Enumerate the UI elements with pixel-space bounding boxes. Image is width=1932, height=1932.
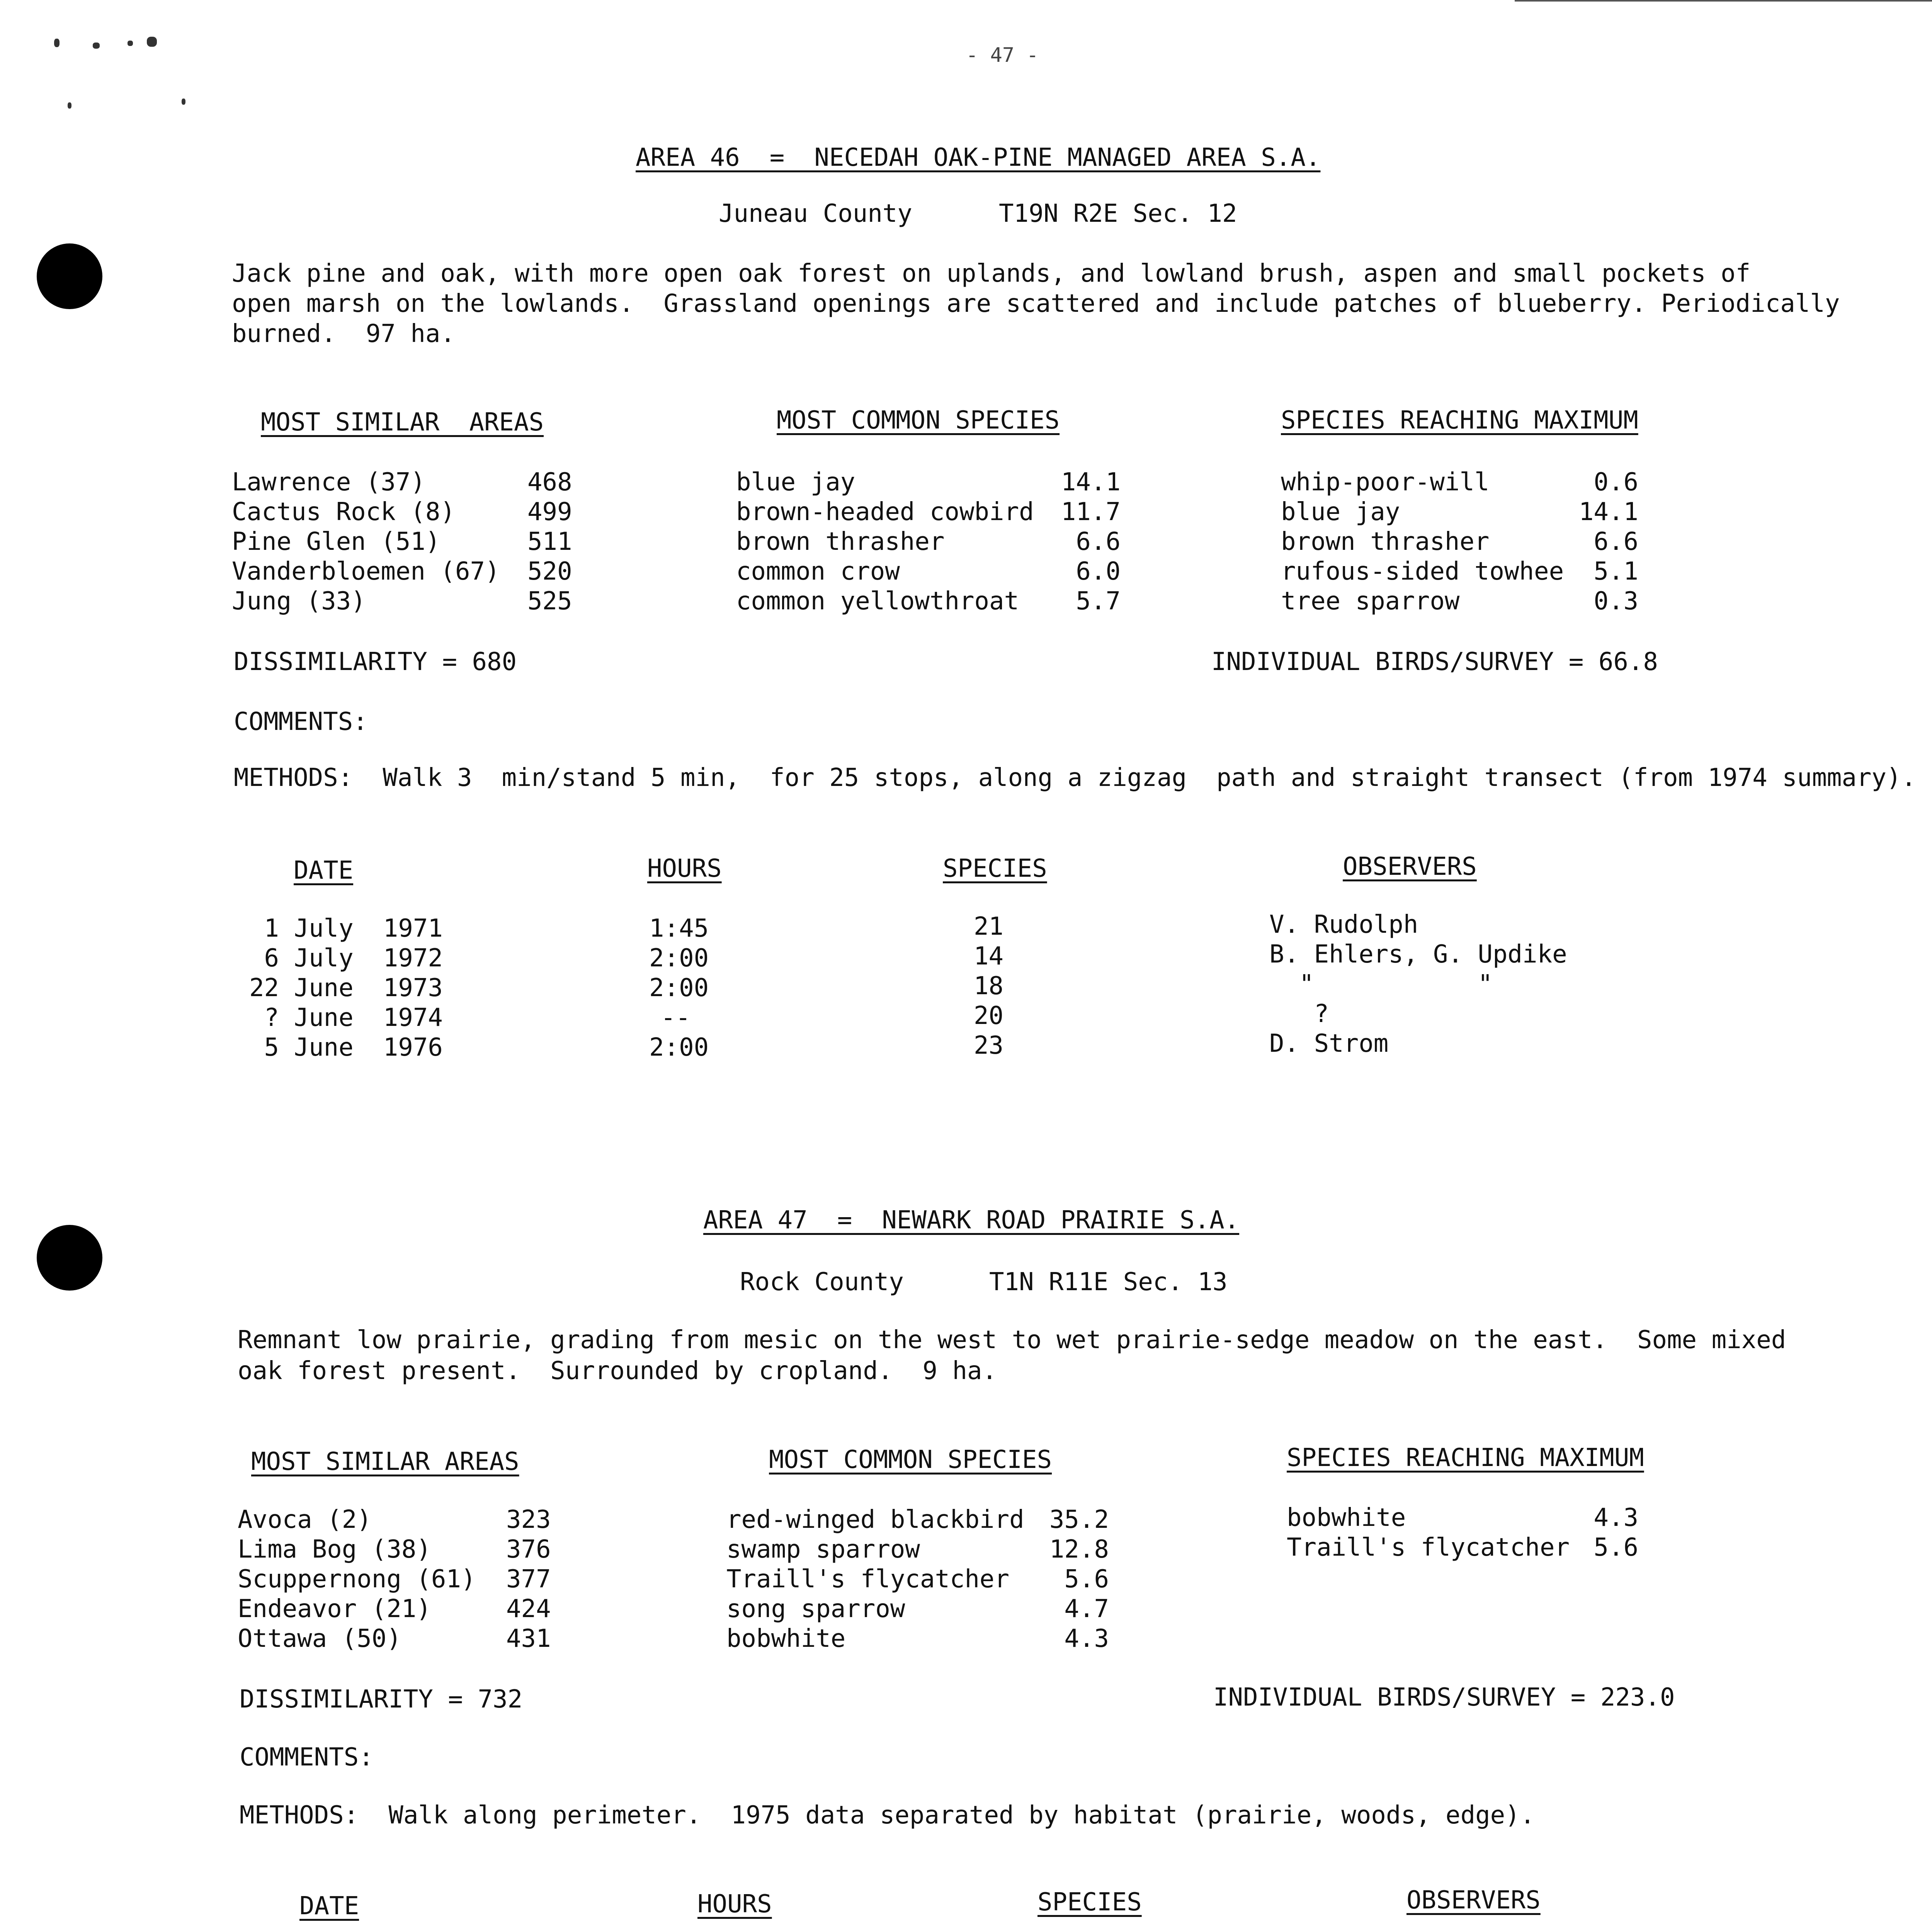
max-species-name: blue jay (1281, 498, 1400, 526)
area-46-methods: METHODS: Walk 3 min/stand 5 min, for 25 stops, along a zigzag path and straight transect (from 1974 summary). (234, 764, 1917, 792)
common-species-name: song sparrow (726, 1595, 905, 1623)
area-46-maximum-heading: SPECIES REACHING MAXIMUM (1281, 406, 1638, 435)
area-47-title: AREA 47 = NEWARK ROAD PRAIRIE S.A. (703, 1206, 1240, 1235)
area-46-observers-heading: OBSERVERS (1343, 852, 1477, 881)
scan-edge-line (1515, 0, 1932, 2)
scan-speck (128, 41, 133, 46)
area-46-hours-heading: HOURS (647, 854, 722, 883)
similar-area-value: 499 (527, 498, 572, 526)
survey-date: ? June 1974 (249, 1003, 443, 1032)
common-species-value: 5.7 (1076, 587, 1121, 616)
common-species-value: 4.7 (1064, 1595, 1109, 1623)
area-47-species-heading: SPECIES (1037, 1888, 1142, 1917)
similar-area-name: Jung (33) (232, 587, 366, 616)
area-47-maximum-heading: SPECIES REACHING MAXIMUM (1287, 1444, 1644, 1472)
survey-date: 5 June 1976 (249, 1033, 443, 1062)
survey-hours: 1:45 (649, 914, 709, 943)
area-47-county: Rock County (740, 1268, 904, 1296)
common-species-name: blue jay (736, 468, 855, 497)
similar-area-value: 376 (506, 1535, 551, 1564)
area-46-date-heading: DATE (294, 856, 354, 885)
common-species-value: 6.6 (1076, 527, 1121, 556)
area-46-title: AREA 46 = NECEDAH OAK-PINE MANAGED AREA S.A. (636, 143, 1321, 172)
max-species-value: 0.6 (1594, 468, 1638, 497)
scan-speck (54, 39, 60, 47)
similar-area-name: Avoca (2) (238, 1505, 372, 1534)
area-47-similar-heading: MOST SIMILAR AREAS (251, 1447, 519, 1476)
area-46-common-heading: MOST COMMON SPECIES (777, 406, 1060, 435)
similar-area-value: 323 (506, 1505, 551, 1534)
common-species-value: 14.1 (1061, 468, 1121, 497)
survey-species: 18 (974, 972, 1004, 1000)
area-47-individual-birds: INDIVIDUAL BIRDS/SURVEY = 223.0 (1213, 1683, 1675, 1712)
max-species-name: brown thrasher (1281, 527, 1490, 556)
area-46-individual-birds: INDIVIDUAL BIRDS/SURVEY = 66.8 (1211, 648, 1658, 676)
max-species-name: bobwhite (1287, 1503, 1406, 1532)
survey-species: 20 (974, 1002, 1004, 1030)
common-species-name: common crow (736, 557, 900, 586)
max-species-value: 0.3 (1594, 587, 1638, 616)
survey-species: 21 (974, 912, 1004, 941)
common-species-name: red-winged blackbird (726, 1505, 1024, 1534)
survey-observers: ? (1269, 1000, 1329, 1028)
area-47-description-line: oak forest present. Surrounded by cropland. 9 ha. (238, 1357, 997, 1385)
survey-date: 6 July 1972 (249, 944, 443, 973)
area-46-comments: COMMENTS: (234, 707, 368, 736)
max-species-name: tree sparrow (1281, 587, 1460, 616)
scan-speck (182, 99, 185, 105)
similar-area-name: Lawrence (37) (232, 468, 425, 497)
scan-speck (93, 43, 100, 49)
survey-hours: 2:00 (649, 974, 709, 1002)
survey-hours: 2:00 (649, 1033, 709, 1062)
area-47-comments: COMMENTS: (240, 1743, 374, 1772)
common-species-value: 5.6 (1064, 1565, 1109, 1594)
binder-hole-top (37, 243, 102, 309)
survey-hours: 2:00 (649, 944, 709, 973)
max-species-value: 5.6 (1594, 1533, 1638, 1562)
area-46-description-line: Jack pine and oak, with more open oak forest on uplands, and lowland brush, aspen and small pockets of (232, 259, 1751, 288)
max-species-name: rufous-sided towhee (1281, 557, 1564, 586)
area-46-location: T19N R2E Sec. 12 (999, 199, 1237, 228)
common-species-value: 35.2 (1049, 1505, 1109, 1534)
area-46-county: Juneau County (719, 199, 912, 228)
common-species-value: 4.3 (1064, 1624, 1109, 1653)
similar-area-value: 377 (506, 1565, 551, 1594)
similar-area-value: 525 (527, 587, 572, 616)
similar-area-value: 468 (527, 468, 572, 497)
survey-species: 14 (974, 942, 1004, 971)
survey-observers: " " (1269, 970, 1493, 998)
common-species-name: bobwhite (726, 1624, 846, 1653)
area-46-similar-heading: MOST SIMILAR AREAS (261, 408, 544, 437)
scan-speck (68, 102, 71, 109)
area-46-description-line: burned. 97 ha. (232, 320, 455, 348)
similar-area-name: Endeavor (21) (238, 1595, 431, 1623)
max-species-name: Traill's flycatcher (1287, 1533, 1570, 1562)
area-47-dissimilarity: DISSIMILARITY = 732 (240, 1685, 523, 1714)
area-47-location: T1N R11E Sec. 13 (989, 1268, 1228, 1296)
common-species-name: brown-headed cowbird (736, 498, 1034, 526)
similar-area-value: 424 (506, 1595, 551, 1623)
survey-hours: -- (661, 1003, 691, 1032)
survey-observers: B. Ehlers, G. Updike (1269, 940, 1567, 969)
similar-area-name: Ottawa (50) (238, 1624, 401, 1653)
binder-hole-middle (37, 1225, 102, 1291)
scan-speck (147, 37, 157, 47)
similar-area-value: 431 (506, 1624, 551, 1653)
area-47-description-line: Remnant low prairie, grading from mesic on the west to wet prairie-sedge meadow on the east. Some mixed (238, 1326, 1786, 1354)
area-47-observers-heading: OBSERVERS (1406, 1886, 1541, 1915)
area-47-date-heading: DATE (299, 1892, 359, 1920)
common-species-name: swamp sparrow (726, 1535, 920, 1564)
area-47-hours-heading: HOURS (697, 1890, 772, 1918)
survey-date: 1 July 1971 (249, 914, 443, 943)
common-species-value: 6.0 (1076, 557, 1121, 586)
similar-area-name: Scuppernong (61) (238, 1565, 476, 1594)
similar-area-name: Lima Bog (38) (238, 1535, 431, 1564)
max-species-value: 4.3 (1594, 1503, 1638, 1532)
similar-area-name: Vanderbloemen (67) (232, 557, 500, 586)
similar-area-name: Pine Glen (51) (232, 527, 440, 556)
survey-date: 22 June 1973 (249, 974, 443, 1002)
common-species-value: 11.7 (1061, 498, 1121, 526)
area-47-common-heading: MOST COMMON SPECIES (769, 1446, 1052, 1474)
max-species-name: whip-poor-will (1281, 468, 1490, 497)
common-species-value: 12.8 (1049, 1535, 1109, 1564)
max-species-value: 5.1 (1594, 557, 1638, 586)
page-number: - 47 - (966, 44, 1039, 67)
survey-species: 23 (974, 1031, 1004, 1060)
common-species-name: brown thrasher (736, 527, 945, 556)
similar-area-value: 520 (527, 557, 572, 586)
max-species-value: 14.1 (1578, 498, 1638, 526)
survey-observers: D. Strom (1269, 1029, 1389, 1058)
area-46-species-heading: SPECIES (943, 854, 1047, 883)
similar-area-name: Cactus Rock (8) (232, 498, 455, 526)
area-46-description-line: open marsh on the lowlands. Grassland openings are scattered and include patches of blueberry. Periodically (232, 289, 1840, 318)
area-47-methods: METHODS: Walk along perimeter. 1975 data separated by habitat (prairie, woods, edge). (240, 1801, 1535, 1830)
similar-area-value: 511 (527, 527, 572, 556)
area-46-dissimilarity: DISSIMILARITY = 680 (234, 648, 517, 676)
common-species-name: Traill's flycatcher (726, 1565, 1010, 1594)
max-species-value: 6.6 (1594, 527, 1638, 556)
survey-observers: V. Rudolph (1269, 910, 1418, 939)
common-species-name: common yellowthroat (736, 587, 1019, 616)
